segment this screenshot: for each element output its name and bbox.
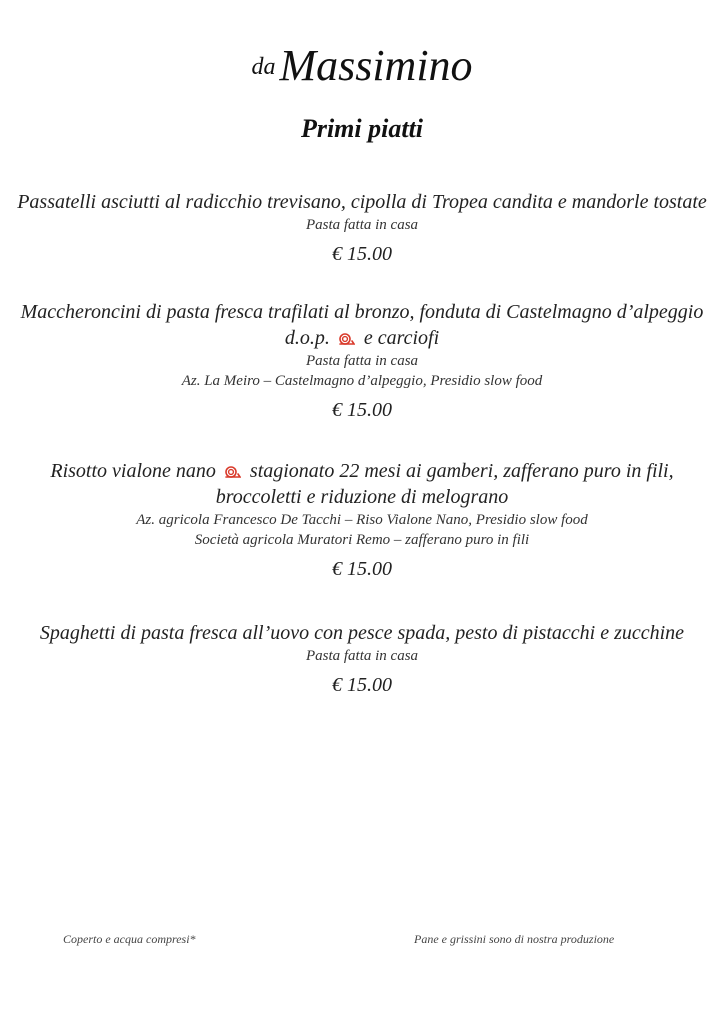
- dish-producer: Società agricola Muratori Remo – zafferano puro in fili: [194, 532, 530, 548]
- slow-food-snail-icon: [339, 333, 355, 345]
- dish-price: € 15.00: [332, 558, 392, 580]
- dish-name-part: d.o.p.: [284, 327, 330, 349]
- slow-food-snail-icon: [225, 466, 241, 478]
- dish-name: Maccheroncini di pasta fresca trafilati al bronzo, fonduta di Castelmagno d’alpeggio: [20, 301, 704, 323]
- logo-prefix: da: [251, 54, 276, 80]
- footer-bread-note: Pane e grissini sono di nostra produzione: [414, 932, 615, 946]
- dish-note: Pasta fatta in casa: [305, 648, 419, 664]
- dish-note: Pasta fatta in casa: [305, 353, 419, 369]
- section-title: Primi piatti: [300, 114, 424, 143]
- dish-producer: Az. agricola Francesco De Tacchi – Riso Vialone Nano, Presidio slow food: [136, 512, 588, 528]
- logo-name: Massimino: [279, 41, 473, 90]
- restaurant-logo: [0, 40, 724, 91]
- dish-name-part: e carciofi: [363, 327, 440, 349]
- dish-3: [0, 458, 724, 582]
- footer-cover-note: Coperto e acqua compresi*: [63, 932, 196, 946]
- dish-1: [0, 189, 724, 267]
- dish-name-part: stagionato 22 mesi ai gamberi, zafferano puro in fili,: [249, 460, 674, 482]
- dish-note: Pasta fatta in casa: [305, 217, 419, 233]
- dish-name: Spaghetti di pasta fresca all’uovo con pesce spada, pesto di pistacchi e zucchine: [39, 622, 685, 644]
- dish-price: € 15.00: [332, 243, 392, 265]
- dish-price: € 15.00: [332, 674, 392, 696]
- dish-producer: Az. La Meiro – Castelmagno d’alpeggio, Presidio slow food: [181, 373, 543, 389]
- dish-4: [0, 620, 724, 698]
- dish-2: [0, 299, 724, 423]
- dish-name: Passatelli asciutti al radicchio trevisano, cipolla di Tropea candita e mandorle tostate: [17, 191, 707, 213]
- dish-price: € 15.00: [332, 399, 392, 421]
- dish-name-line2: [0, 325, 724, 351]
- dish-name-part: Risotto vialone nano: [50, 460, 216, 482]
- dish-name-line2: broccoletti e riduzione di melograno: [215, 486, 509, 508]
- dish-name: [0, 458, 724, 484]
